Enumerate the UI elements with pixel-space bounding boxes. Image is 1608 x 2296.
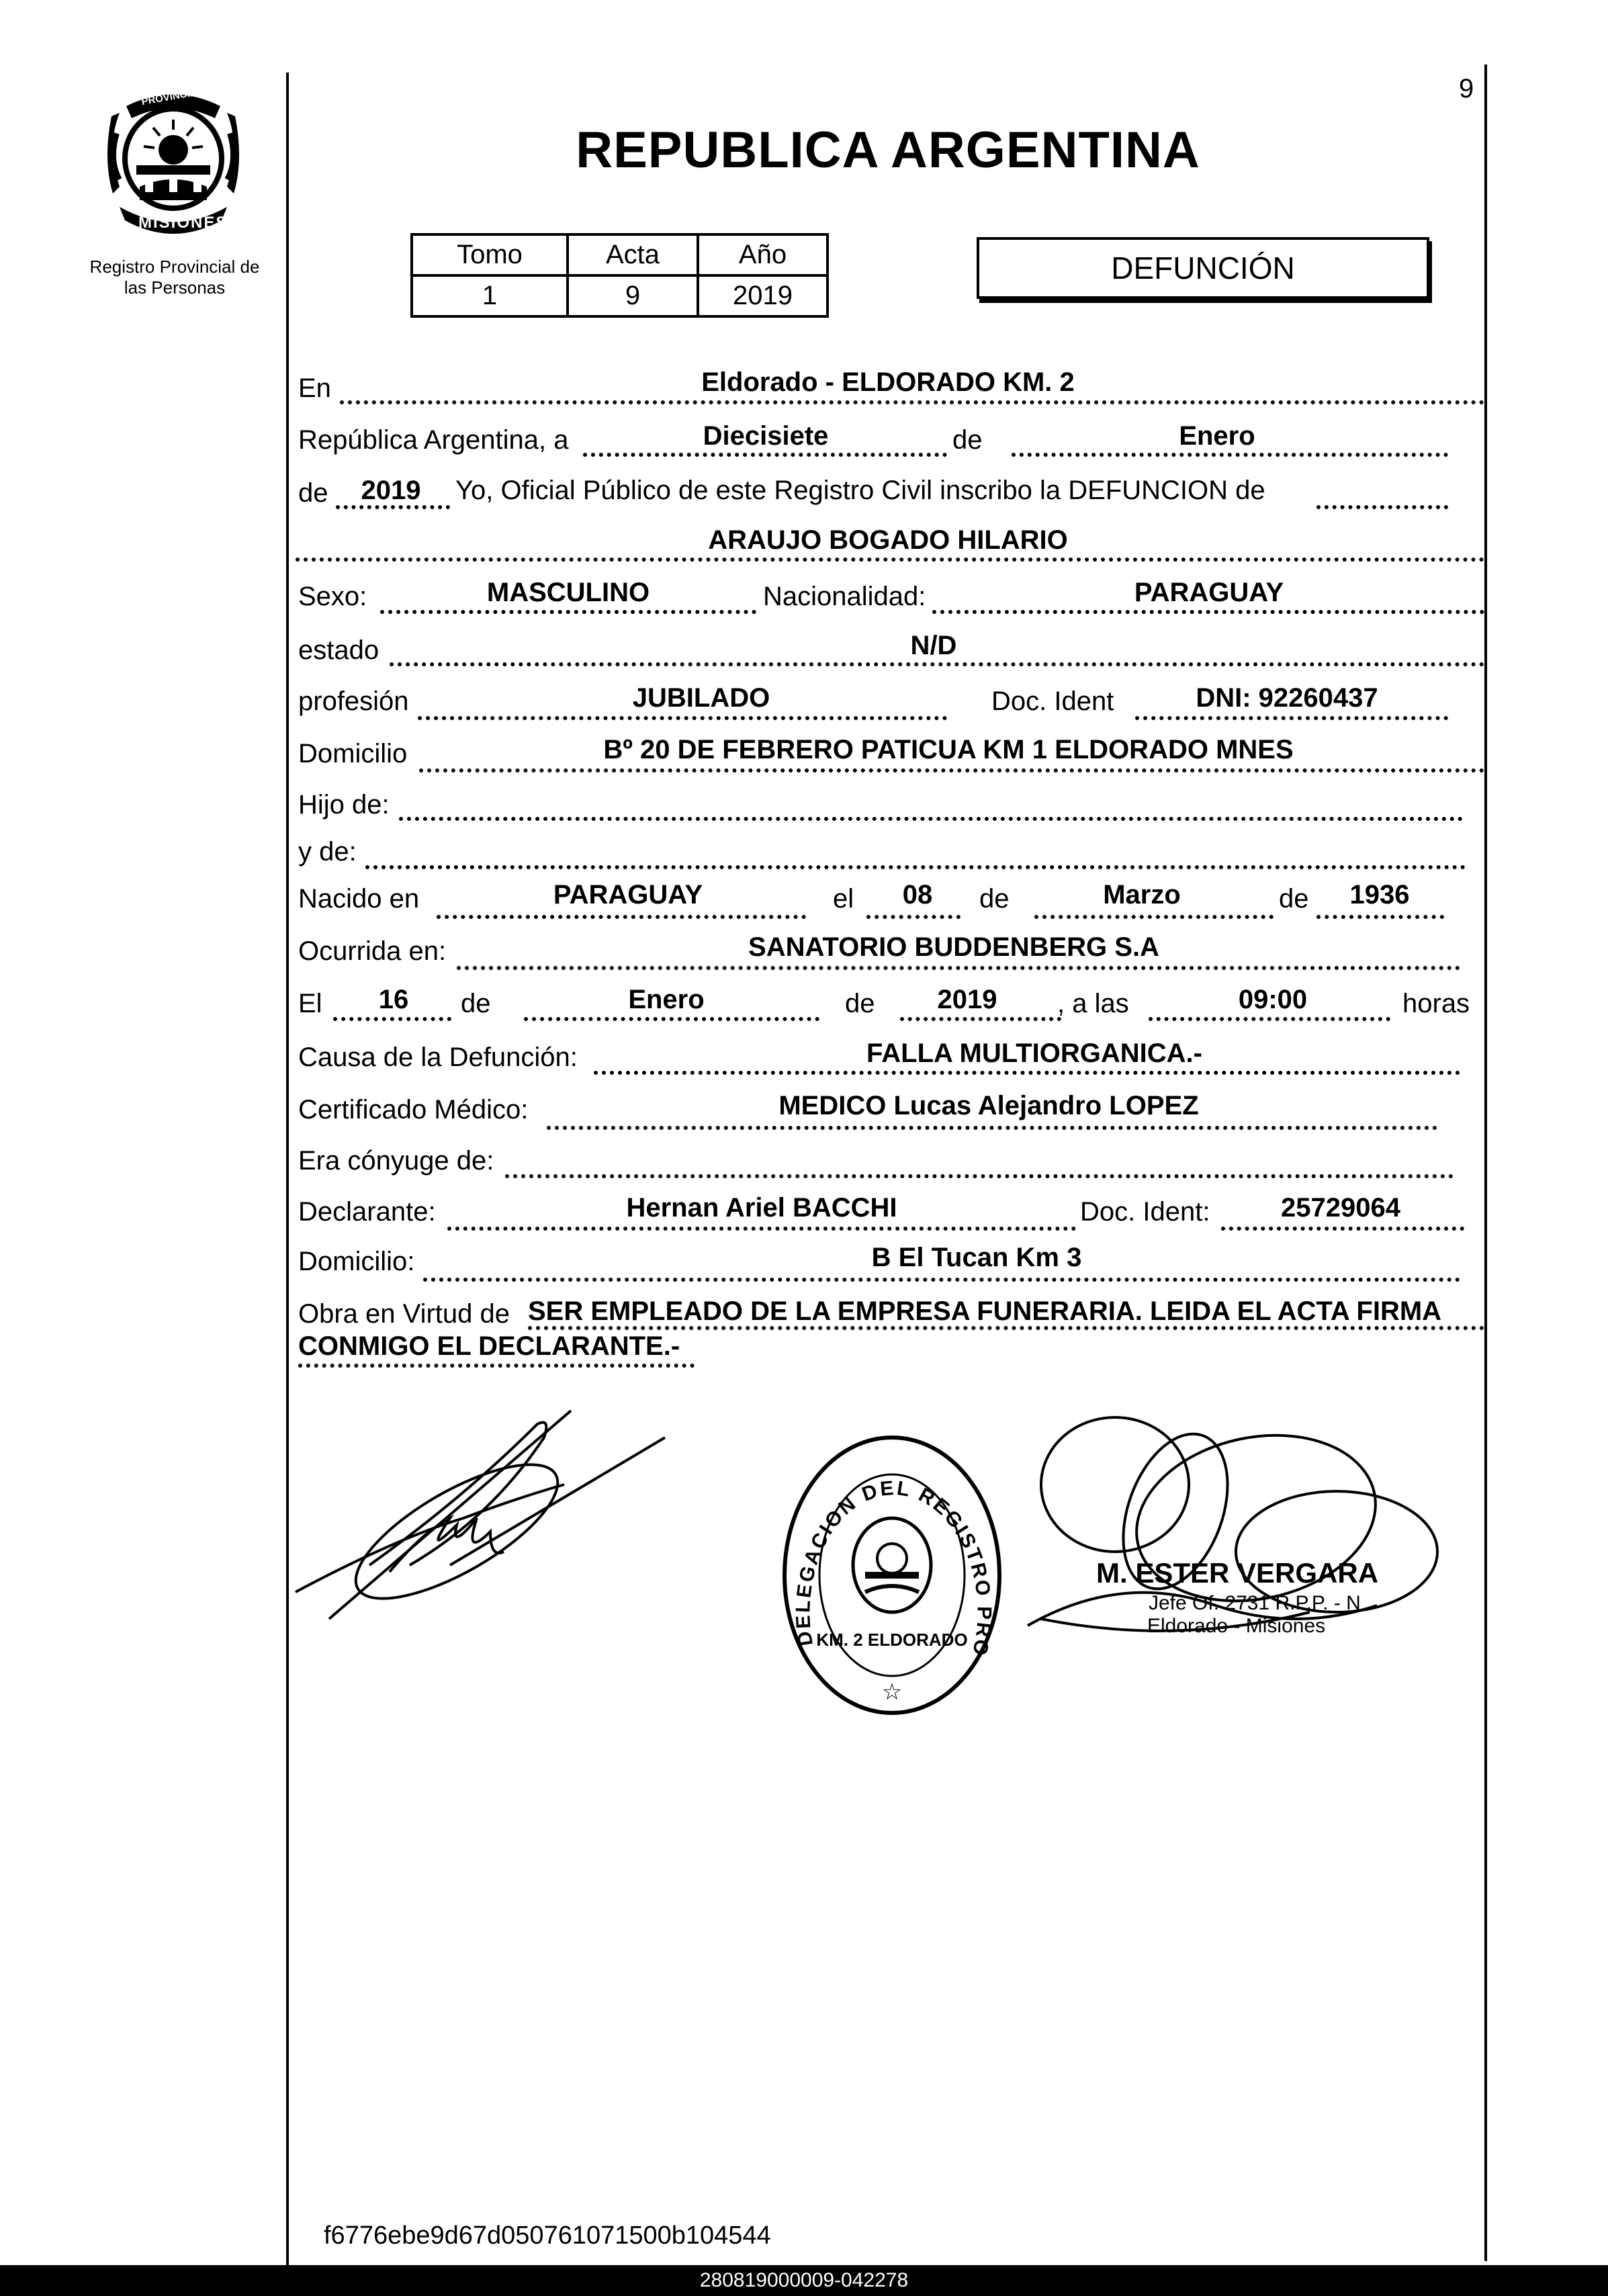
death-el-label: El — [298, 989, 322, 1018]
acta-table — [410, 233, 829, 318]
obra-value-line2: CONMIGO EL DECLARANTE.- — [298, 1331, 680, 1361]
ocurrida-label: Ocurrida en: — [298, 936, 447, 966]
death-year: 2019 — [937, 985, 997, 1014]
death-time: 09:00 — [1238, 985, 1308, 1014]
acta-value: 9 — [568, 275, 698, 316]
nacido-dotted-line — [437, 915, 806, 919]
deceased-name: ARAUJO BOGADO HILARIO — [708, 525, 1068, 555]
obra-value-line1: SER EMPLEADO DE LA EMPRESA FUNERARIA. LEIDA EL ACTA FIRMA — [528, 1296, 1442, 1326]
de-label: de — [952, 425, 983, 455]
yde-dotted-line — [365, 865, 1466, 869]
profesion-label: profesión — [298, 687, 409, 716]
domicilio-value: Bº 20 DE FEBRERO PATICUA KM 1 ELDORADO MNES — [603, 735, 1294, 764]
birth-de2-label: de — [1279, 884, 1309, 914]
nacido-value: PARAGUAY — [553, 880, 703, 910]
conyuge-label: Era cónyuge de: — [298, 1146, 494, 1176]
birth-year-dotted-line — [1316, 915, 1444, 919]
death-time-dotted-line — [1149, 1017, 1390, 1021]
obra-dotted-line1 — [528, 1326, 1484, 1330]
seal-star-icon: ☆ — [881, 1679, 903, 1705]
causa-value: FALLA MULTIORGANICA.- — [866, 1039, 1202, 1068]
tomo-value: 1 — [412, 275, 568, 316]
death-month: Enero — [628, 985, 705, 1014]
decl-domicilio-label: Domicilio: — [298, 1247, 415, 1276]
anio-value: 2019 — [698, 275, 828, 316]
en-value: Eldorado - ELDORADO KM. 2 — [701, 367, 1075, 397]
death-de1-label: de — [461, 989, 491, 1018]
obra-dotted-line2 — [298, 1364, 695, 1368]
name-dotted-line — [296, 558, 1484, 562]
horas-label: horas — [1402, 989, 1470, 1018]
doc-ident-value: DNI: 92260437 — [1196, 683, 1378, 713]
decl-doc-value: 25729064 — [1281, 1193, 1400, 1223]
birth-month-dotted-line — [1034, 915, 1274, 919]
death-day: 16 — [378, 985, 409, 1014]
month-dotted-line — [1012, 453, 1448, 457]
registry-logo — [99, 83, 247, 240]
year-prefix: de — [298, 478, 328, 508]
birth-day: 08 — [902, 880, 933, 910]
domicilio-dotted-line — [419, 768, 1484, 772]
tomo-header: Tomo — [412, 234, 568, 275]
seal-inner-text: KM. 2 ELDORADO — [816, 1630, 968, 1650]
doc-ident-label: Doc. Ident — [991, 687, 1114, 716]
conyuge-dotted-line — [505, 1174, 1454, 1178]
stamp-line3: Eldorado - Misiones — [1147, 1615, 1326, 1637]
ocurrida-value: SANATORIO BUDDENBERG S.A — [748, 932, 1159, 962]
day-text: Diecisiete — [703, 421, 829, 451]
certificado-dotted-line — [547, 1126, 1437, 1130]
stamp-line2: Jefe Of. 2731 R.P.P. - N — [1149, 1592, 1361, 1614]
nacionalidad-dotted-line — [932, 610, 1484, 614]
hijo-label: Hijo de: — [298, 790, 390, 820]
decl-doc-dotted-line — [1221, 1227, 1464, 1231]
logo-text-bottom: MISIONES — [138, 214, 228, 232]
doc-ident-dotted-line — [1135, 716, 1448, 720]
estado-dotted-line — [390, 662, 1484, 666]
logo-text-top: PROVINCIA DE — [140, 83, 214, 108]
domicilio-label: Domicilio — [298, 739, 408, 768]
seal-icon — [778, 1431, 1006, 1726]
death-year-dotted-line — [900, 1017, 1061, 1021]
estado-value: N/D — [910, 631, 957, 660]
republica-label: República Argentina, a — [298, 425, 569, 455]
causa-dotted-line — [594, 1071, 1460, 1075]
en-label: En — [298, 373, 331, 403]
nacionalidad-label: Nacionalidad: — [763, 582, 926, 611]
left-margin-line — [286, 73, 289, 2269]
yo-dotted-line — [1316, 505, 1448, 509]
nacido-label: Nacido en — [298, 884, 420, 914]
stamp-name: M. ESTER VERGARA — [1096, 1557, 1379, 1589]
birth-year: 1936 — [1349, 880, 1410, 910]
sexo-value: MASCULINO — [486, 578, 650, 607]
right-margin-line — [1484, 64, 1487, 2261]
causa-label: Causa de la Defunción: — [298, 1043, 578, 1072]
profesion-dotted-line — [418, 716, 947, 720]
ocurrida-dotted-line — [457, 966, 1460, 970]
footer-bar — [0, 2265, 1608, 2296]
hijo-dotted-line — [399, 817, 1463, 821]
year-value: 2019 — [361, 476, 421, 505]
profesion-value: JUBILADO — [632, 683, 770, 713]
estado-label: estado — [298, 635, 379, 665]
declarant-signature — [289, 1397, 705, 1639]
yde-label: y de: — [298, 837, 357, 867]
sexo-dotted-line — [380, 610, 756, 614]
yo-text: Yo, Oficial Público de este Registro Civil inscribo la DEFUNCION de — [455, 476, 1265, 505]
nacionalidad-value: PARAGUAY — [1134, 578, 1284, 607]
death-month-dotted-line — [524, 1017, 819, 1021]
official-seal — [778, 1431, 1006, 1726]
birth-month: Marzo — [1103, 880, 1181, 910]
seal-ring-text: DELEGACION DEL REGISTRO PRO — [792, 1476, 995, 1660]
declarante-label: Declarante: — [298, 1197, 436, 1227]
footer-code: 280819000009-042278 — [699, 2269, 909, 2291]
el-label: el — [833, 884, 854, 914]
certificado-value: MEDICO Lucas Alejandro LOPEZ — [778, 1091, 1199, 1120]
alas-label: , a las — [1057, 989, 1129, 1018]
death-de2-label: de — [845, 989, 875, 1018]
anio-header: Año — [698, 234, 828, 275]
record-type: DEFUNCIÓN — [1111, 251, 1295, 285]
certificado-label: Certificado Médico: — [298, 1095, 529, 1124]
document-hash: f6776ebe9d67d050761071500b104544 — [324, 2221, 771, 2250]
decl-domicilio-value: B El Tucan Km 3 — [871, 1243, 1082, 1272]
decl-domicilio-dotted-line — [423, 1278, 1460, 1282]
decl-doc-label: Doc. Ident: — [1080, 1197, 1210, 1227]
sexo-label: Sexo: — [298, 582, 367, 611]
page-title: REPUBLICA ARGENTINA — [576, 122, 1200, 179]
month-text: Enero — [1179, 421, 1255, 451]
day-dotted-line — [583, 453, 947, 457]
en-dotted-line — [340, 400, 1484, 404]
birth-de1-label: de — [979, 884, 1010, 914]
birth-day-dotted-line — [866, 915, 961, 919]
obra-label: Obra en Virtud de — [298, 1299, 510, 1329]
page-number: 9 — [1459, 74, 1474, 103]
declarante-value: Hernan Ariel BACCHI — [626, 1193, 897, 1223]
acta-header: Acta — [568, 234, 698, 275]
record-type-box — [977, 237, 1429, 299]
registry-name: Registro Provincial de las Personas — [89, 257, 260, 298]
death-day-dotted-line — [333, 1017, 451, 1021]
declarante-dotted-line — [447, 1227, 1076, 1231]
